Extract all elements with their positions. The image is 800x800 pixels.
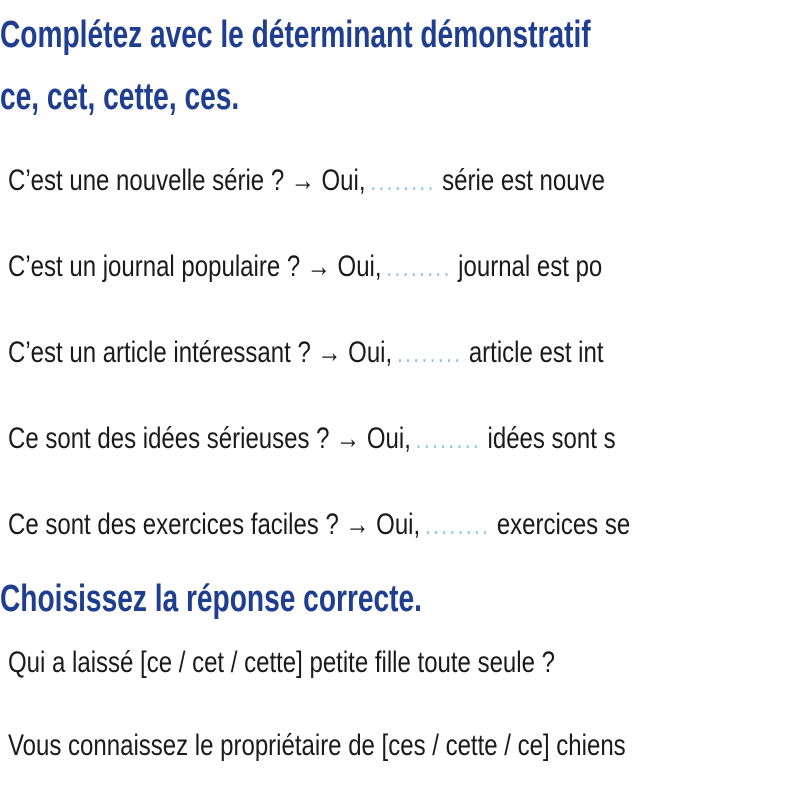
exercise1-item-5 [8, 509, 630, 541]
exercise1-item-2 [8, 251, 602, 283]
question-text: C’est un article intéressant ? → Oui, [8, 336, 393, 369]
question-text: Ce sont des exercices faciles ? → Oui, [8, 508, 421, 541]
answer-blank[interactable]: ........ [424, 510, 491, 540]
exercise1-item-4 [8, 423, 616, 455]
question-text: C’est une nouvelle série ? → Oui, [8, 164, 366, 197]
question-text: Vous connaissez le propriétaire de [ces / cette / ce] chiens [8, 729, 626, 762]
exercise1-item-3 [8, 337, 604, 369]
answer-continuation: journal est po [458, 250, 603, 283]
answer-blank[interactable]: ........ [415, 424, 482, 454]
answer-blank[interactable]: ........ [386, 252, 452, 282]
exercise2-heading: Choisissez la réponse correcte. [0, 578, 422, 620]
exercise2-item-2 [8, 730, 626, 762]
exercise1-heading-line2: ce, cet, cette, ces. [0, 76, 240, 118]
answer-blank[interactable]: ........ [370, 166, 436, 196]
exercise1-item-1 [8, 165, 605, 197]
answer-continuation: exercices se [496, 508, 631, 541]
answer-blank[interactable]: ........ [396, 338, 463, 368]
question-text: C’est un journal populaire ? → Oui, [8, 250, 382, 283]
exercise1-heading-line1: Complétez avec le déterminant démonstratif [0, 14, 591, 56]
answer-continuation: idées sont s [487, 422, 616, 455]
question-text: Qui a laissé [ce / cet / cette] petite fille toute seule ? [8, 646, 555, 679]
answer-continuation: article est int [468, 336, 604, 369]
answer-continuation: série est nouve [442, 164, 605, 197]
question-text: Ce sont des idées sérieuses ? → Oui, [8, 422, 411, 455]
exercise2-item-1 [8, 647, 555, 679]
